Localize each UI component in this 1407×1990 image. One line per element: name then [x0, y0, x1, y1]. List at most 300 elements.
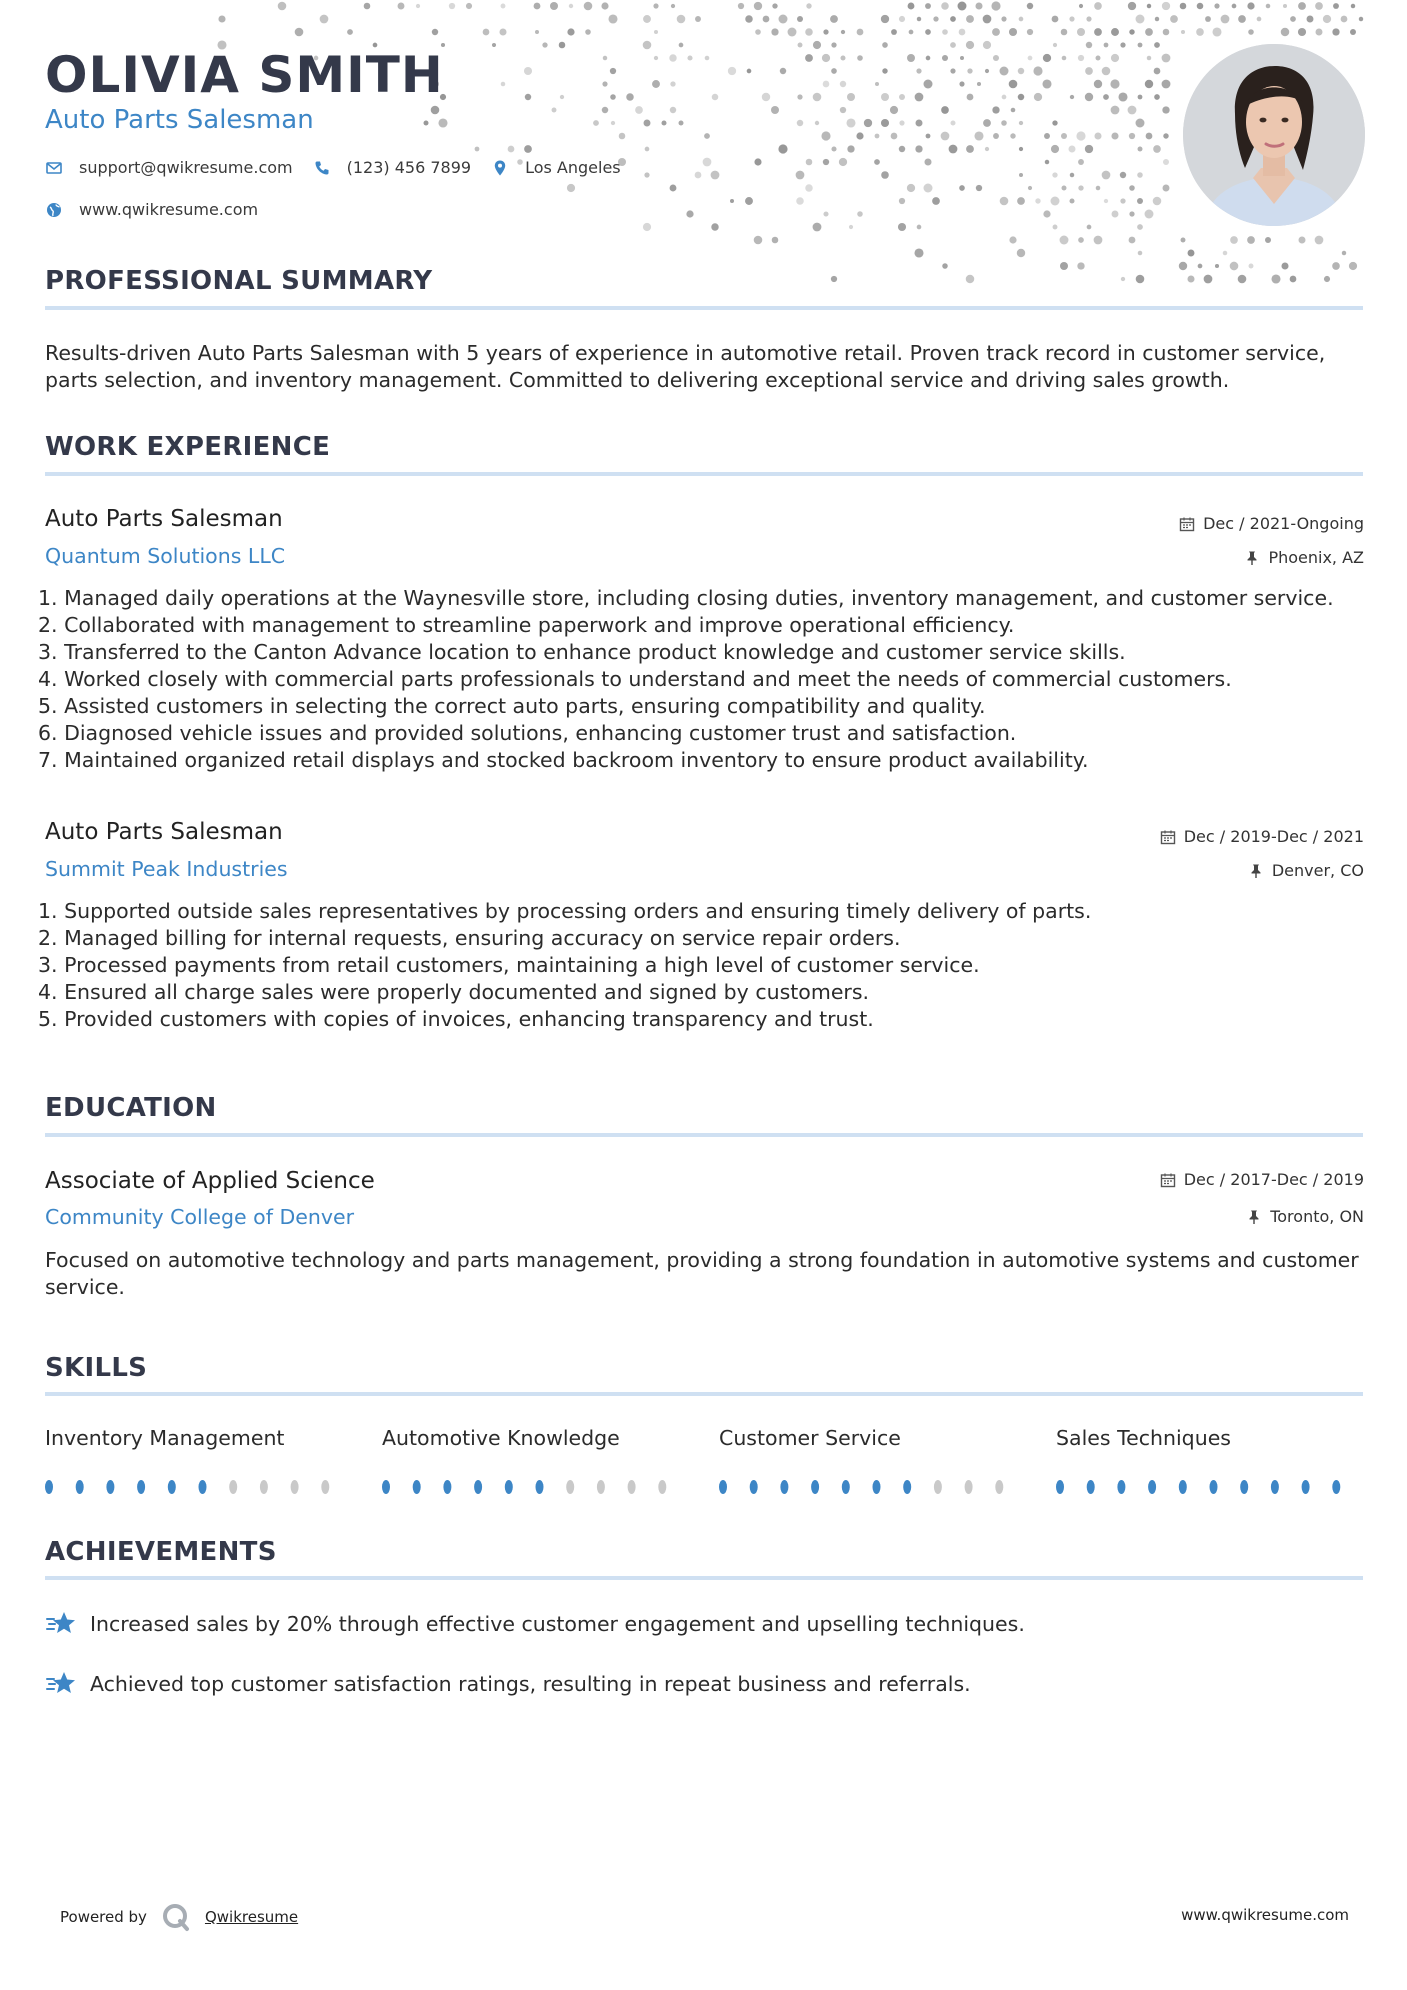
pattern-dot [1128, 2, 1136, 10]
skill-item [719, 1426, 901, 1450]
pattern-dot [670, 185, 677, 192]
pattern-dot [1000, 197, 1009, 206]
pattern-dot [771, 106, 779, 114]
pattern-dot [1129, 237, 1136, 244]
pattern-dot [1028, 186, 1032, 190]
pattern-dot [1009, 80, 1018, 89]
pattern-dot [805, 184, 812, 191]
calendar-icon [1160, 829, 1176, 845]
skill-dot-filled [76, 1480, 84, 1494]
pattern-dot [959, 29, 966, 36]
pattern-dot [1230, 236, 1238, 244]
pattern-dot [992, 28, 1000, 36]
job-date [1160, 827, 1364, 846]
pattern-dot [1129, 211, 1134, 216]
pattern-dot [949, 145, 958, 154]
achievement-text: Achieved top customer satisfaction ratings, resulting in repeat business and referrals. [90, 1672, 971, 1696]
skill-dot-empty [597, 1480, 605, 1494]
skill-dot-filled [903, 1480, 911, 1494]
pattern-dot [1359, 17, 1363, 21]
pattern-dot [1052, 16, 1059, 23]
pattern-dot [295, 28, 304, 37]
pattern-dot [1145, 28, 1153, 36]
pattern-dot [797, 16, 803, 22]
pattern-dot [993, 133, 999, 139]
job-location [1244, 548, 1364, 567]
qwikresume-link[interactable]: Qwikresume [204, 1908, 299, 1926]
pattern-dot [1027, 29, 1033, 35]
pattern-dot [1146, 133, 1153, 140]
pattern-dot [745, 197, 753, 205]
pattern-dot [1085, 145, 1093, 153]
pattern-dot [882, 68, 887, 73]
pattern-dot [1035, 198, 1040, 203]
pattern-dot [942, 29, 948, 35]
pattern-dot [1257, 17, 1262, 22]
skill-dot-empty [628, 1480, 636, 1494]
pattern-dot [1247, 2, 1254, 9]
pattern-dot [1001, 120, 1007, 126]
pattern-dot [1155, 17, 1159, 21]
pattern-dot [423, 120, 428, 125]
list-item: 5. Assisted customers in selecting the correct auto parts, ensuring compatibility and quality. [38, 694, 986, 718]
pattern-dot [882, 42, 888, 48]
pattern-dot [704, 133, 710, 139]
pattern-dot [1153, 145, 1161, 153]
skill-dot-filled [137, 1480, 145, 1494]
pattern-dot [881, 93, 889, 101]
pattern-dot [1281, 28, 1290, 37]
skill-dot-filled [1148, 1480, 1156, 1494]
education-divider [45, 1133, 1363, 1137]
pattern-dot [822, 54, 830, 62]
pattern-dot [941, 2, 949, 10]
pattern-dot [1019, 17, 1024, 22]
pattern-dot [1118, 92, 1127, 101]
phone-text: (123) 456 7899 [346, 158, 472, 177]
pattern-dot [1120, 198, 1125, 203]
pattern-dot [670, 81, 675, 86]
skill-dot-filled [1332, 1480, 1340, 1494]
pattern-dot [1000, 67, 1009, 76]
pattern-dot [1163, 29, 1170, 36]
pattern-dot [806, 159, 813, 166]
pattern-dot [1062, 186, 1067, 191]
pattern-dot [475, 147, 480, 152]
pattern-dot [1223, 251, 1228, 256]
list-item: 1. Supported outside sales representatives by processing orders and ensuring timely delivery of parts. [38, 899, 1092, 923]
skill-item [1056, 1426, 1231, 1450]
pattern-dot [983, 41, 991, 49]
pattern-dot [643, 41, 652, 50]
pattern-dot [797, 94, 802, 99]
calendar-icon [1179, 516, 1195, 532]
pattern-dot [823, 211, 828, 216]
pin-icon [1246, 1209, 1262, 1225]
contact-website-row [45, 200, 278, 219]
pattern-dot [1266, 4, 1271, 9]
pattern-dot [840, 107, 846, 113]
pattern-dot [983, 15, 992, 24]
pattern-dot [755, 29, 761, 35]
pattern-dot [1162, 2, 1170, 10]
list-item: 4. Ensured all charge sales were properly documented and signed by customers. [38, 980, 870, 1004]
summary-text: Results-driven Auto Parts Salesman with 5 years of experience in automotive retail. Proven track record in customer service, parts selection, and inventory management. Committed to delivering exceptional service and driving sales growth. [45, 341, 1326, 392]
pattern-dot [347, 29, 353, 35]
pattern-dot [754, 158, 761, 165]
pattern-dot [831, 42, 836, 47]
skill-dot-filled [106, 1480, 114, 1494]
job-title: Auto Parts Salesman [45, 506, 283, 532]
pattern-dot [958, 2, 967, 11]
pattern-dot [778, 144, 787, 153]
skill-dot-empty [260, 1480, 268, 1494]
pattern-dot [679, 121, 684, 126]
pattern-dot [950, 42, 956, 48]
pattern-dot [670, 107, 676, 113]
pattern-dot [1009, 236, 1016, 243]
pattern-dot [857, 211, 863, 217]
pattern-dot [1053, 225, 1058, 230]
star-icon [45, 1610, 77, 1638]
pattern-dot [1096, 186, 1101, 191]
pattern-dot [1204, 275, 1213, 284]
pattern-dot [1181, 238, 1186, 243]
education-location-text: Toronto, ON [1270, 1207, 1364, 1226]
pattern-dot [1018, 68, 1024, 74]
pattern-dot [712, 94, 719, 101]
pattern-dot [1078, 159, 1084, 165]
pattern-dot [874, 159, 880, 165]
skill-dot-filled [1117, 1480, 1125, 1494]
pattern-dot [695, 16, 701, 22]
pattern-dot [772, 3, 777, 8]
education-date [1160, 1170, 1364, 1189]
footer-branding [60, 1902, 298, 1932]
skill-item [45, 1426, 284, 1450]
pattern-dot [839, 158, 847, 166]
pattern-dot [967, 94, 974, 101]
pattern-dot [899, 120, 904, 125]
pattern-dot [875, 134, 880, 139]
pattern-dot [1332, 262, 1340, 270]
skills-heading: SKILLS [45, 1353, 148, 1383]
pattern-dot [975, 2, 982, 9]
pattern-dot [923, 183, 932, 192]
pattern-dot [1154, 94, 1160, 100]
pattern-dot [1111, 106, 1120, 115]
skill-dot-filled [1302, 1480, 1310, 1494]
pattern-dot [881, 171, 889, 179]
pattern-dot [959, 185, 965, 191]
job-company: Summit Peak Industries [45, 857, 288, 881]
pattern-dot [1249, 264, 1254, 269]
skill-dot-filled [873, 1480, 881, 1494]
pattern-dot [1028, 56, 1033, 61]
pattern-dot [671, 4, 675, 8]
pattern-dot [703, 158, 712, 167]
pattern-dot [831, 276, 837, 282]
skill-item [382, 1426, 620, 1450]
pattern-dot [1136, 275, 1145, 284]
pattern-dot [1265, 237, 1271, 243]
pattern-dot [1078, 237, 1084, 243]
pattern-dot [1068, 145, 1075, 152]
pattern-dot [602, 81, 607, 86]
pattern-dot [762, 93, 770, 101]
pattern-dot [959, 81, 964, 86]
pattern-dot [645, 147, 650, 152]
pattern-dot [1162, 54, 1171, 63]
pattern-dot [695, 172, 702, 179]
pattern-dot [1051, 197, 1060, 206]
pattern-dot [1051, 145, 1059, 153]
pattern-dot [899, 16, 905, 22]
pattern-dot [915, 119, 922, 126]
pattern-dot [1094, 80, 1102, 88]
pattern-dot [915, 145, 922, 152]
pattern-dot [1111, 28, 1119, 36]
pattern-dot [652, 80, 660, 88]
pattern-dot [923, 79, 932, 88]
pattern-dot [738, 3, 744, 9]
pattern-dot [899, 146, 905, 152]
pattern-dot [1094, 236, 1103, 245]
pattern-dot [1341, 16, 1348, 23]
pattern-dot [1332, 28, 1339, 35]
pattern-dot [1214, 3, 1219, 8]
pattern-dot [1342, 251, 1346, 255]
pattern-dot [1085, 93, 1093, 101]
pattern-dot [881, 119, 889, 127]
pattern-dot [941, 132, 950, 141]
pattern-dot [917, 225, 922, 230]
pattern-dot [661, 120, 666, 125]
pattern-dot [960, 56, 964, 60]
pattern-dot [763, 16, 770, 23]
pattern-dot [1283, 4, 1287, 8]
skill-dot-empty [291, 1480, 299, 1494]
pattern-dot [805, 54, 813, 62]
pattern-dot [593, 120, 599, 126]
pattern-dot [966, 275, 975, 284]
pattern-dot [1111, 132, 1118, 139]
footer-website-link[interactable]: www.qwikresume.com [1181, 1906, 1349, 1924]
skill-dot-filled [1210, 1480, 1218, 1494]
pattern-dot [1069, 198, 1074, 203]
pattern-dot [552, 108, 557, 113]
list-item: 5. Provided customers with copies of invoices, enhancing transparency and trust. [38, 1007, 874, 1031]
pattern-dot [1147, 4, 1151, 8]
pattern-dot [1162, 80, 1171, 89]
skill-dot-filled [719, 1480, 727, 1494]
pattern-dot [679, 43, 684, 48]
education-location [1246, 1207, 1364, 1226]
pattern-dot [1104, 199, 1108, 203]
pattern-dot [1033, 66, 1042, 75]
pattern-dot [1323, 15, 1331, 23]
pattern-dot [559, 42, 566, 49]
pattern-dot [983, 119, 991, 127]
pattern-dot [644, 172, 649, 177]
pattern-dot [1086, 42, 1092, 48]
pattern-dot [1069, 16, 1074, 21]
skill-dot-filled [45, 1480, 53, 1494]
pattern-dot [1042, 79, 1051, 88]
skill-dot-filled [382, 1480, 390, 1494]
pattern-dot [950, 16, 956, 22]
pattern-dot [1333, 3, 1339, 9]
pattern-dot [796, 197, 804, 205]
star-icon [45, 1670, 77, 1698]
pattern-dot [890, 106, 898, 114]
pattern-dot [941, 106, 949, 114]
pattern-dot [932, 197, 940, 205]
pattern-dot [501, 4, 506, 9]
pattern-dot [1307, 16, 1314, 23]
contact-email[interactable] [45, 158, 293, 177]
contact-row [45, 158, 641, 177]
pattern-dot [898, 223, 906, 231]
pattern-dot [1281, 262, 1288, 269]
pattern-dot [610, 68, 616, 74]
calendar-icon [1160, 1172, 1176, 1188]
pattern-dot [1103, 94, 1109, 100]
pattern-dot [1111, 54, 1119, 62]
pattern-dot [567, 28, 574, 35]
contact-website[interactable] [45, 200, 258, 219]
pattern-dot [1129, 29, 1134, 34]
pattern-dot [1094, 2, 1102, 10]
skill-dot-empty [658, 1480, 666, 1494]
pattern-dot [780, 68, 786, 74]
pattern-dot [1212, 27, 1221, 36]
pattern-dot [891, 29, 897, 35]
pattern-dot [942, 55, 948, 61]
pattern-dot [857, 29, 864, 36]
pattern-dot [728, 67, 736, 75]
skill-name: Automotive Knowledge [382, 1426, 620, 1450]
skill-dot-filled [780, 1480, 788, 1494]
job-date [1179, 514, 1364, 533]
pattern-dot [1043, 210, 1050, 217]
pattern-dot [1078, 185, 1083, 190]
pattern-dot [1170, 15, 1178, 23]
pattern-dot [1002, 95, 1007, 100]
pattern-dot [823, 159, 829, 165]
skill-dot-filled [168, 1480, 176, 1494]
pattern-dot [1138, 43, 1143, 48]
pattern-dot [907, 184, 915, 192]
pattern-dot [1128, 106, 1137, 115]
pattern-dot [899, 94, 905, 100]
skill-dot-filled [811, 1480, 819, 1494]
pattern-dot [501, 82, 506, 87]
pattern-dot [1187, 275, 1194, 282]
pattern-dot [1145, 210, 1154, 219]
pattern-dot [1145, 80, 1153, 88]
pattern-dot [1215, 264, 1219, 268]
pattern-dot [1094, 28, 1102, 36]
pattern-dot [1298, 236, 1305, 243]
pattern-dot [449, 3, 455, 9]
pattern-dot [1137, 198, 1143, 204]
pattern-dot [1153, 197, 1162, 206]
pattern-dot [823, 81, 830, 88]
pattern-dot [841, 30, 845, 34]
pattern-dot [754, 236, 763, 245]
list-item: 7. Maintained organized retail displays and stocked backroom inventory to ensure product availability. [38, 748, 1089, 772]
pattern-dot [1247, 236, 1255, 244]
pattern-dot [1011, 108, 1016, 113]
pattern-dot [1070, 173, 1074, 177]
pattern-dot [1034, 93, 1042, 101]
pattern-dot [1197, 3, 1204, 10]
pattern-dot [611, 121, 615, 125]
skill-name: Sales Techniques [1056, 1426, 1231, 1450]
pattern-dot [483, 29, 490, 36]
pattern-dot [926, 134, 931, 139]
pattern-dot [535, 30, 539, 34]
pattern-dot [967, 68, 972, 73]
pattern-dot [1060, 262, 1068, 270]
pattern-dot [813, 41, 821, 49]
map-pin-icon [491, 159, 509, 177]
pattern-dot [1179, 262, 1187, 270]
pattern-dot [914, 248, 923, 257]
pattern-dot [1350, 29, 1356, 35]
pattern-dot [1290, 276, 1297, 283]
experience-heading: WORK EXPERIENCE [45, 432, 331, 462]
contact-phone[interactable] [313, 158, 471, 177]
pattern-dot [1086, 16, 1091, 21]
pattern-dot [584, 2, 593, 11]
pattern-dot [653, 3, 658, 8]
pattern-dot [1062, 56, 1067, 61]
pattern-dot [603, 56, 607, 60]
job-title: Auto Parts Salesman [45, 819, 283, 845]
skill-dot-filled [1056, 1480, 1064, 1494]
pattern-dot [1102, 171, 1111, 180]
pattern-dot [1138, 95, 1143, 100]
pattern-dot [626, 93, 634, 101]
job-bullets [38, 898, 1368, 1033]
pattern-dot [950, 68, 955, 73]
pattern-dot [1060, 236, 1069, 245]
pattern-dot [278, 2, 287, 11]
skill-rating-dots [382, 1478, 682, 1496]
pattern-dot [1087, 225, 1092, 230]
achievement-item [45, 1670, 971, 1698]
pattern-dot [1136, 15, 1145, 24]
pattern-dot [1154, 42, 1160, 48]
pattern-dot [635, 106, 643, 114]
pattern-dot [585, 29, 591, 35]
email-text: support@qwikresume.com [79, 158, 293, 177]
pattern-dot [1298, 28, 1306, 36]
list-item: 6. Diagnosed vehicle issues and provided solutions, enhancing customer trust and satisfaction. [38, 721, 1017, 745]
pattern-dot [1349, 262, 1357, 270]
pattern-dot [771, 28, 778, 35]
profile-photo [1183, 44, 1365, 226]
pattern-dot [1120, 42, 1125, 47]
skill-dot-filled [1240, 1480, 1248, 1494]
pattern-dot [416, 4, 420, 8]
experience-divider [45, 472, 1363, 476]
pattern-dot [976, 185, 982, 191]
pattern-dot [840, 81, 846, 87]
pattern-dot [813, 223, 822, 232]
